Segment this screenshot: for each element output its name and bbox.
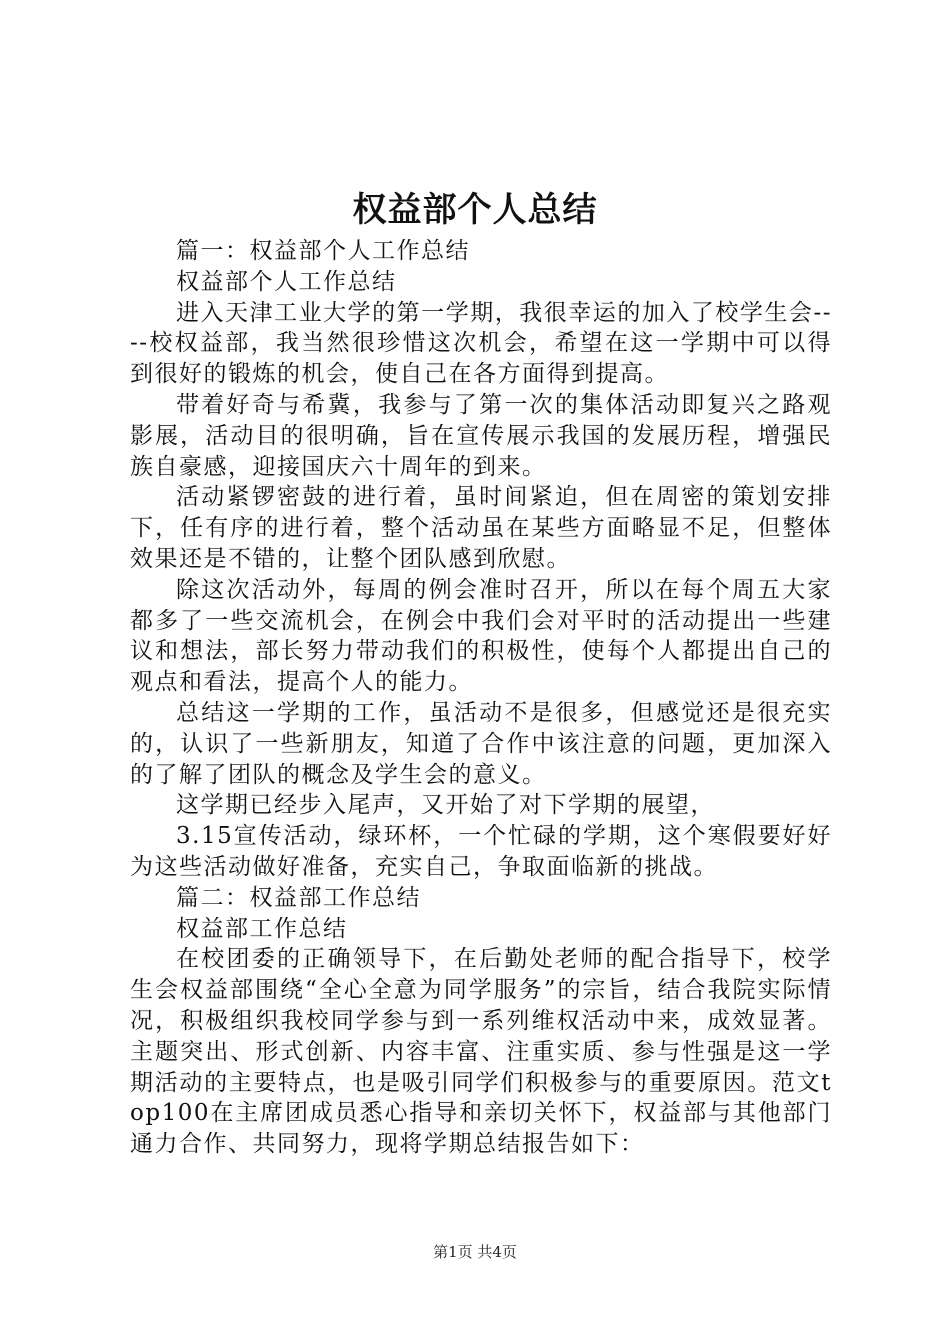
body-paragraph: 总结这一学期的工作，虽活动不是很多，但感觉还是很充实的，认识了一些新朋友，知道了合作中该注意的问题，更加深入的了解了团队的概念及学生会的意义。 bbox=[130, 699, 832, 788]
section-heading: 篇二：权益部工作总结 bbox=[176, 884, 421, 911]
body-paragraph: 除这次活动外，每周的例会准时召开，所以在每个周五大家都多了一些交流机会，在例会中我们会对平时的活动提出一些建议和想法，部长努力带动我们的积极性，使每个人都提出自己的观点和看法，提高个人的能力。 bbox=[130, 576, 832, 696]
body-paragraph: 这学期已经步入尾声，又开始了对下学期的展望， bbox=[176, 792, 715, 819]
section-subtitle: 权益部工作总结 bbox=[176, 915, 348, 942]
body-paragraph: 在校团委的正确领导下，在后勤处老师的配合指导下，校学生会权益部围绕“全心全意为同学服务”的宗旨，结合我院实际情况，积极组织我校同学参与到一系列维权活动中来，成效显著。主题突出、形式创新、内容丰富、注重实质、参与性强是这一学期活动的主要特点，也是吸引同学们积极参与的重要原因。范文top100在主席团成员悉心指导和亲切关怀下，权益部与其他部门通力合作、共同努力，现将学期总结报告如下： bbox=[130, 946, 832, 1158]
body-paragraph: 进入天津工业大学的第一学期，我很幸运的加入了校学生会----校权益部，我当然很珍惜这次机会，希望在这一学期中可以得到很好的锻炼的机会，使自己在各方面得到提高。 bbox=[130, 299, 832, 388]
document-title: 权益部个人总结 bbox=[352, 190, 598, 230]
section-subtitle: 权益部个人工作总结 bbox=[176, 268, 397, 295]
section-heading: 篇一：权益部个人工作总结 bbox=[176, 238, 470, 264]
body-paragraph: 3.15宣传活动，绿环杯，一个忙碌的学期，这个寒假要好好为这些活动做好准备，充实自己，争取面临新的挑战。 bbox=[130, 823, 832, 880]
document-body bbox=[130, 236, 832, 1160]
page-footer: 第1页 共4页 bbox=[433, 1243, 517, 1261]
body-paragraph: 带着好奇与希冀，我参与了第一次的集体活动即复兴之路观影展，活动目的很明确，旨在宣传展示我国的发展历程，增强民族自豪感，迎接国庆六十周年的到来。 bbox=[130, 391, 832, 480]
body-paragraph: 活动紧锣密鼓的进行着，虽时间紧迫，但在周密的策划安排下，任有序的进行着，整个活动虽在某些方面略显不足，但整体效果还是不错的，让整个团队感到欣慰。 bbox=[130, 484, 832, 572]
